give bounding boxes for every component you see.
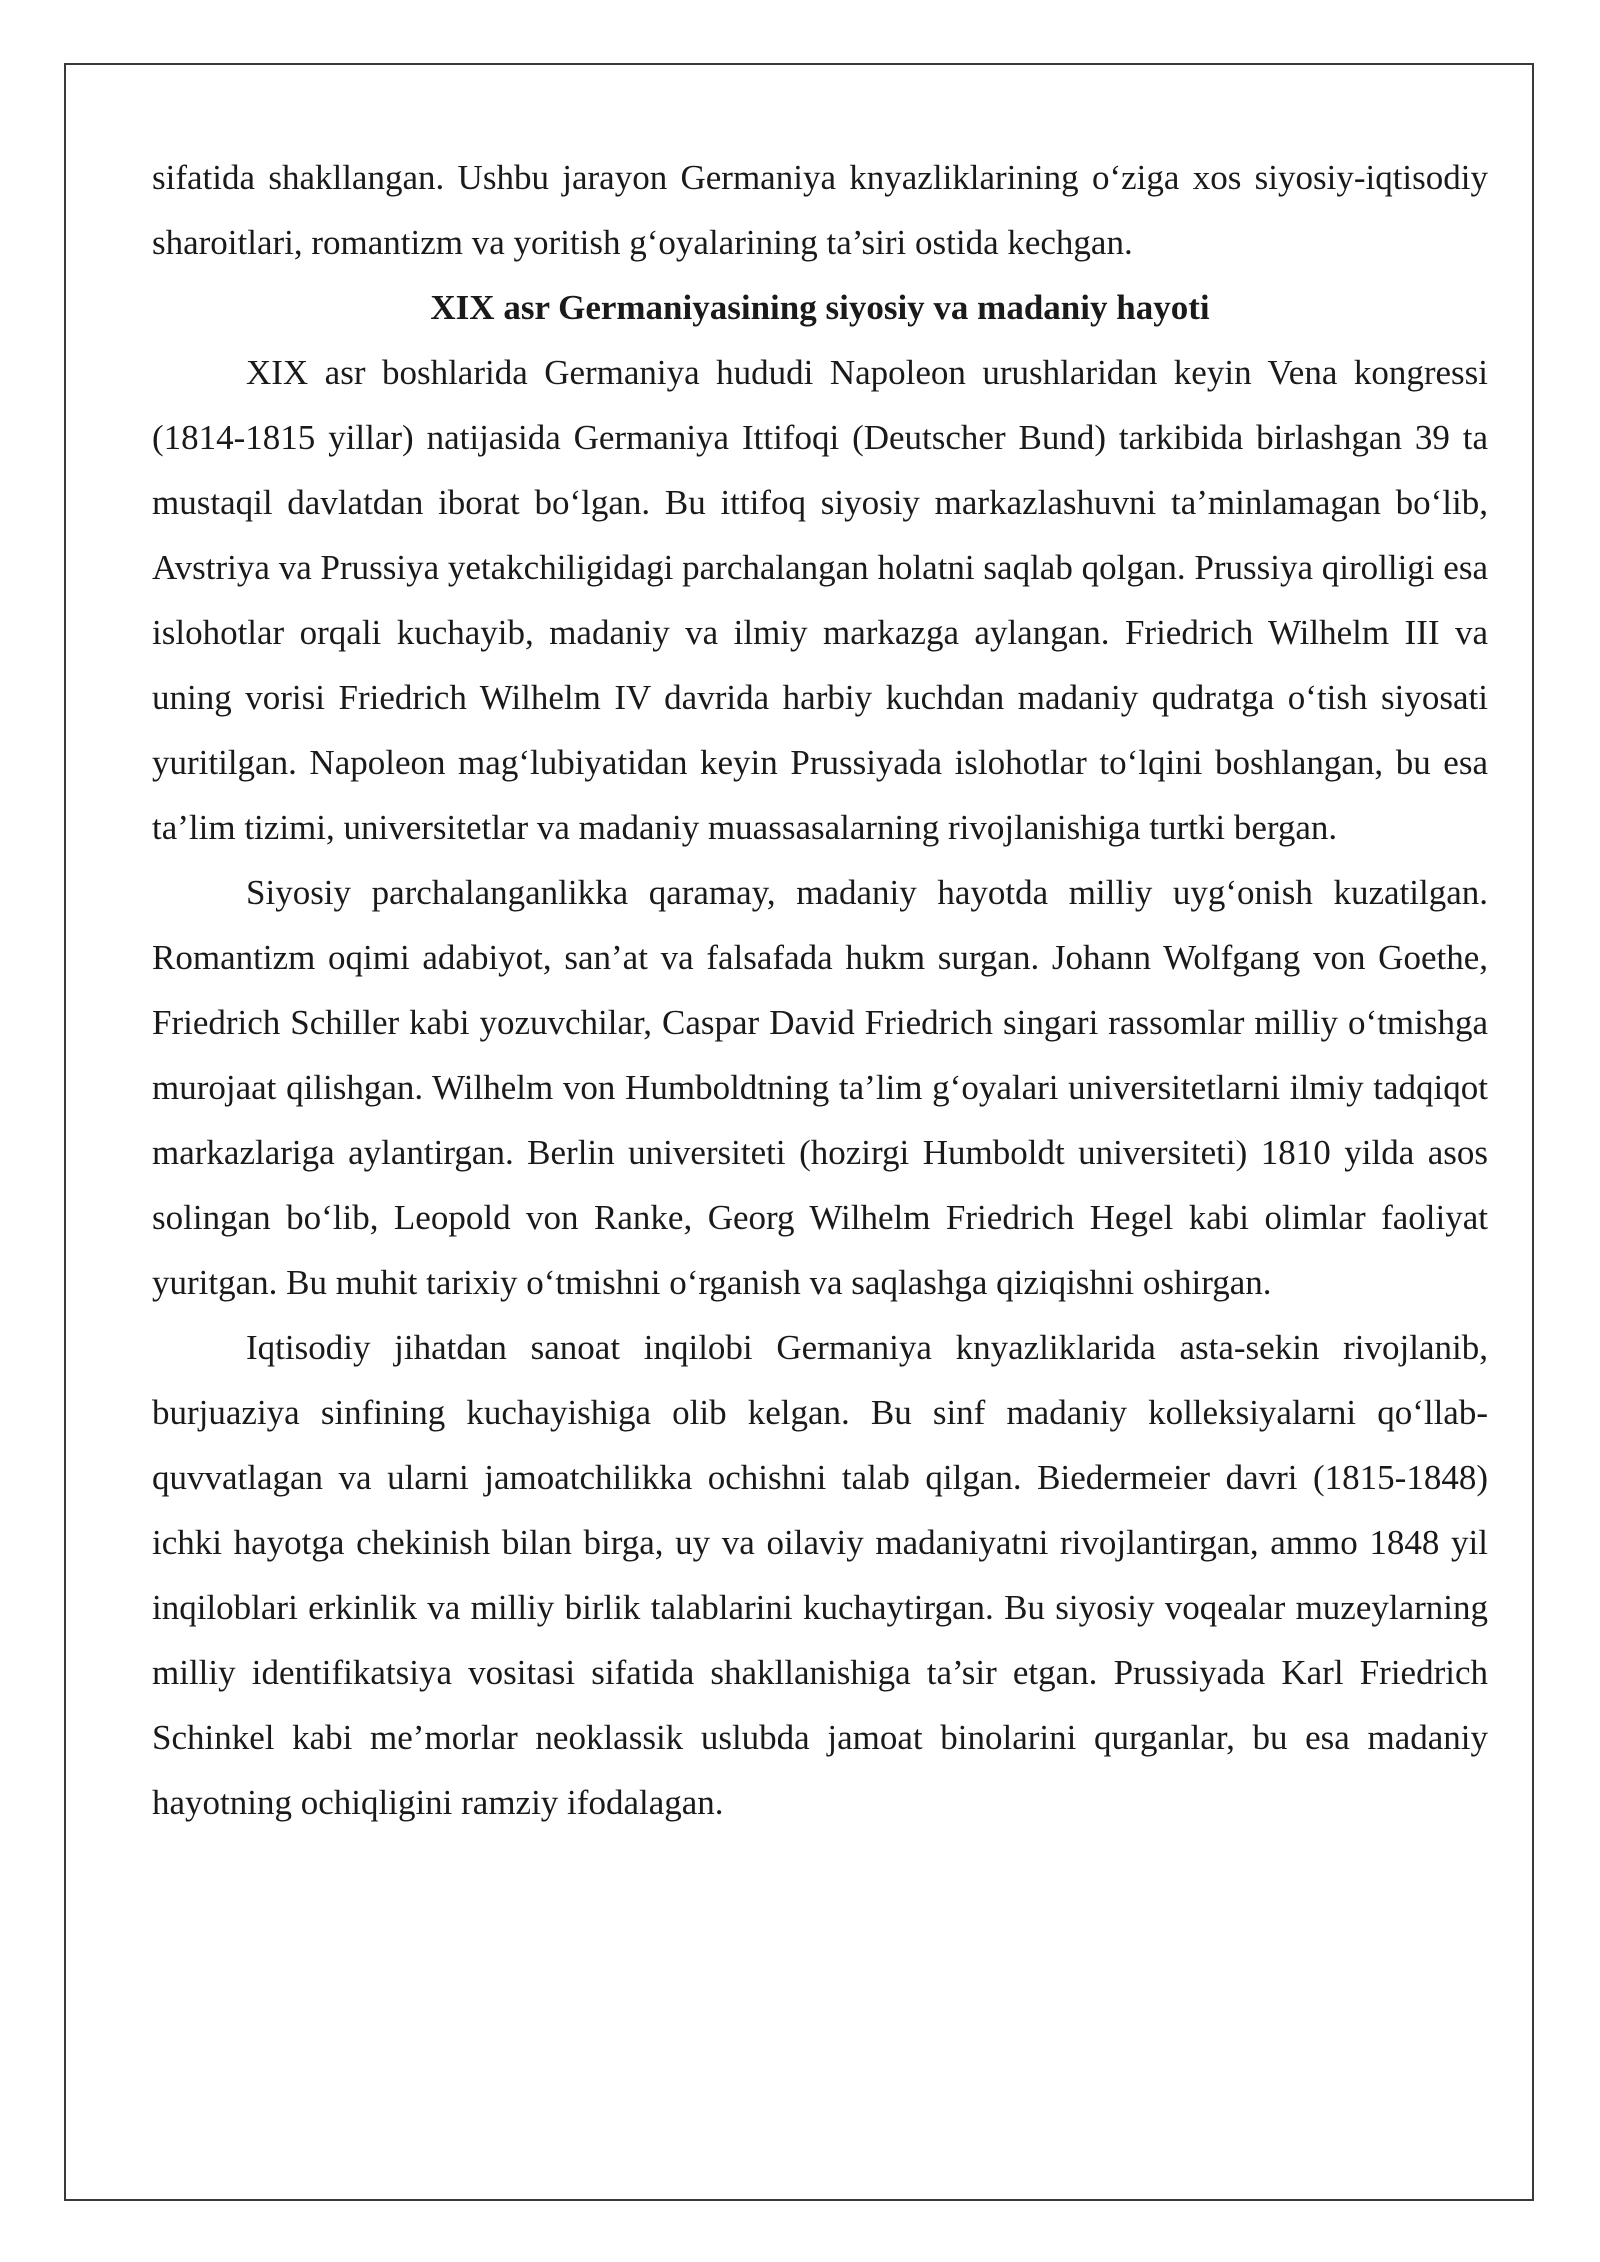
- paragraph-intro-continuation: sifatida shakllangan. Ushbu jarayon Germaniya knyazliklarining o‘ziga xos siyosiy-iqtisodiy sharoitlari, romantizm va yoritish g‘oyalarining ta’siri ostida kechgan.: [152, 158, 1488, 262]
- paragraph-cultural-life: Siyosiy parchalanganlikka qaramay, madaniy hayotda milliy uyg‘onish kuzatilgan. Romantizm oqimi adabiyot, san’at va falsafada hukm surgan. Johann Wolfgang von Goethe, Friedrich Schiller kabi yozuvchilar, Caspar David Friedrich singari rassomlar milliy o‘tmishga murojaat qilishgan. Wilhelm von Humboldtning ta’lim g‘oyalari universitetlarni ilmiy tadqiqot markazlariga aylantirgan. Berlin universiteti (hozirgi Humboldt universiteti) 1810 yilda asos solingan bo‘lib, Leopold von Ranke, Georg Wilhelm Friedrich Hegel kabi olimlar faoliyat yuritgan. Bu muhit tarixiy o‘tmishni o‘rganish va saqlashga qiziqishni oshirgan.: [152, 873, 1488, 1302]
- section-heading: XIX asr Germaniyasining siyosiy va madaniy hayoti: [430, 288, 1210, 327]
- document-body: [152, 145, 1488, 1835]
- paragraph-political-situation: XIX asr boshlarida Germaniya hududi Napoleon urushlaridan keyin Vena kongressi (1814-1815 yillar) natijasida Germaniya Ittifoqi (Deutscher Bund) tarkibida birlashgan 39 ta mustaqil davlatdan iborat bo‘lgan. Bu ittifoq siyosiy markazlashuvni ta’minlamagan bo‘lib, Avstriya va Prussiya yetakchiligidagi parchalangan holatni saqlab qolgan. Prussiya qirolligi esa islohotlar orqali kuchayib, madaniy va ilmiy markazga aylangan. Friedrich Wilhelm III va uning vorisi Friedrich Wilhelm IV davrida harbiy kuchdan madaniy qudratga o‘tish siyosati yuritilgan. Napoleon mag‘lubiyatidan keyin Prussiyada islohotlar to‘lqini boshlangan, bu esa ta’lim tizimi, universitetlar va madaniy muassasalarning rivojlanishiga turtki bergan.: [152, 353, 1488, 847]
- paragraph-economic-development: Iqtisodiy jihatdan sanoat inqilobi Germaniya knyazliklarida asta-sekin rivojlanib, burjuaziya sinfining kuchayishiga olib kelgan. Bu sinf madaniy kolleksiyalarni qo‘llab-quvvatlagan va ularni jamoatchilikka ochishni talab qilgan. Biedermeier davri (1815-1848) ichki hayotga chekinish bilan birga, uy va oilaviy madaniyatni rivojlantirgan, ammo 1848 yil inqiloblari erkinlik va milliy birlik talablarini kuchaytirgan. Bu siyosiy voqealar muzeylarning milliy identifikatsiya vositasi sifatida shakllanishiga ta’sir etgan. Prussiyada Karl Friedrich Schinkel kabi me’morlar neoklassik uslubda jamoat binolarini qurganlar, bu esa madaniy hayotning ochiqligini ramziy ifodalagan.: [152, 1328, 1488, 1822]
